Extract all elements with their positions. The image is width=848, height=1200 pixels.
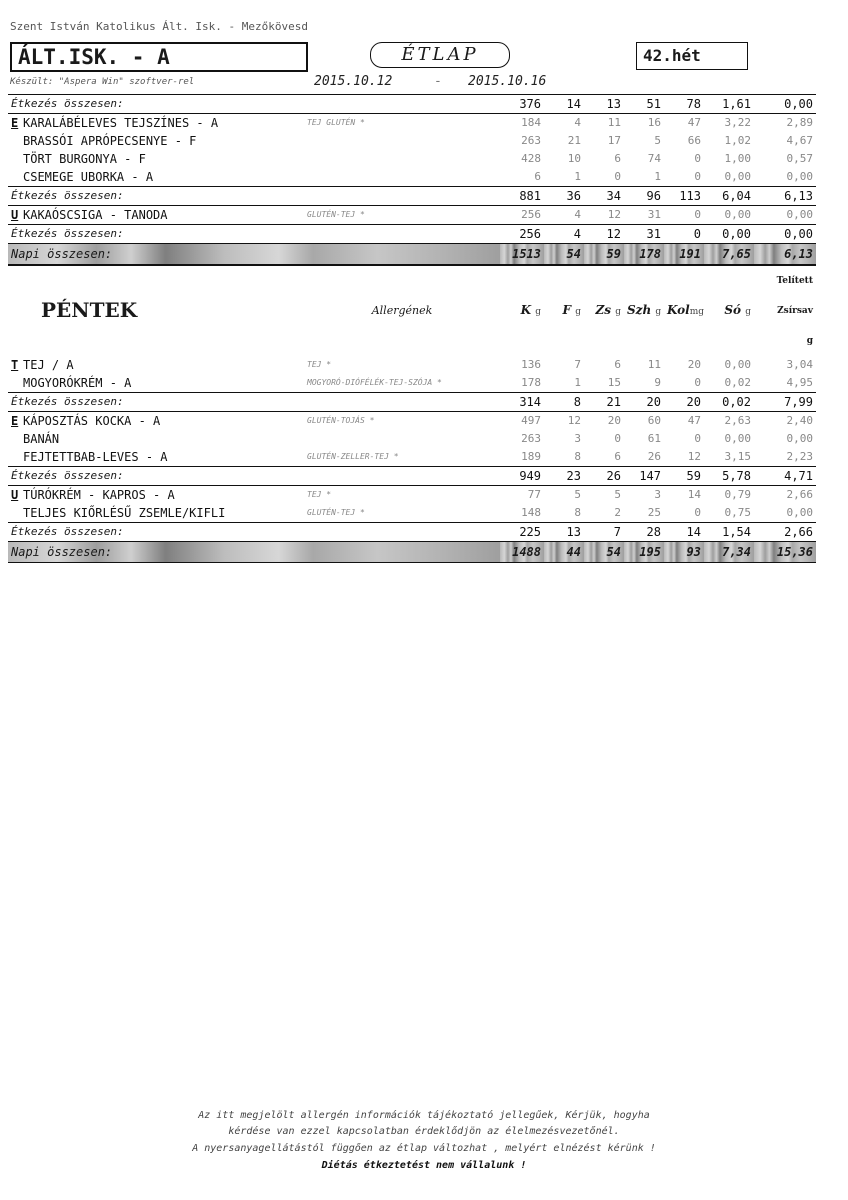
meal-code: U bbox=[11, 208, 19, 222]
value-kol: 113 bbox=[664, 187, 704, 206]
dish-cell bbox=[8, 114, 304, 133]
friday-header bbox=[8, 265, 816, 356]
value-f: 10 bbox=[567, 152, 581, 165]
value-zs: 11 bbox=[607, 116, 621, 129]
value-telitett: 0,00 bbox=[786, 506, 813, 519]
value-so: 0,00 bbox=[724, 358, 751, 371]
meal-total-label: Étkezés összesen: bbox=[8, 467, 500, 486]
value-zs: 6 bbox=[614, 358, 621, 371]
friday-section bbox=[8, 356, 816, 563]
dish-allergens: TEJ GLUTÉN * bbox=[307, 118, 365, 127]
dish-cell bbox=[8, 206, 304, 225]
value-so: 1,00 bbox=[724, 152, 751, 165]
value-szh: 51 bbox=[624, 95, 664, 114]
dish-name: BRASSÓI APRÓPECSENYE - F bbox=[23, 134, 197, 148]
meal-total-row bbox=[8, 467, 816, 486]
day-header-row bbox=[8, 265, 816, 356]
value-szh: 9 bbox=[654, 376, 661, 389]
value-zs: 34 bbox=[584, 187, 624, 206]
value-kol: 47 bbox=[687, 414, 701, 427]
value-k: 6 bbox=[534, 170, 541, 183]
dish-name: TÚRÓKRÉM - KAPROS - A bbox=[23, 488, 175, 502]
menu-item-row bbox=[8, 114, 816, 133]
allergens-header: Allergének bbox=[304, 265, 500, 356]
menu-item-row bbox=[8, 356, 816, 374]
date-to: 2015.10.16 bbox=[468, 74, 547, 89]
value-f: 23 bbox=[544, 467, 584, 486]
value-telitett: 0,57 bbox=[786, 152, 813, 165]
value-so: 5,78 bbox=[704, 467, 754, 486]
menu-item-row bbox=[8, 150, 816, 168]
footer-line-2: kérdése van ezzel kapcsolatban érdeklődjön az élelmezésvezetőnél. bbox=[228, 1126, 620, 1137]
value-kol: 191 bbox=[664, 244, 704, 266]
dish-allergens: GLUTÉN-ZELLER-TEJ * bbox=[307, 452, 399, 461]
col-zs-header: Zs g bbox=[584, 265, 624, 356]
menu-table bbox=[8, 94, 816, 563]
dish-allergens: TEJ * bbox=[307, 360, 332, 369]
value-f: 4 bbox=[574, 208, 581, 221]
value-f: 4 bbox=[544, 225, 584, 244]
value-so: 0,75 bbox=[724, 506, 751, 519]
value-k: 256 bbox=[521, 208, 541, 221]
value-telitett: 2,66 bbox=[754, 523, 816, 542]
value-k: 184 bbox=[521, 116, 541, 129]
value-k: 256 bbox=[500, 225, 544, 244]
value-szh: 28 bbox=[624, 523, 664, 542]
value-f: 1 bbox=[574, 170, 581, 183]
value-szh: 3 bbox=[654, 488, 661, 501]
value-zs: 54 bbox=[584, 542, 624, 563]
dish-allergens bbox=[304, 430, 500, 448]
value-zs: 0 bbox=[614, 432, 621, 445]
date-from: 2015.10.12 bbox=[314, 74, 393, 89]
menu-item-row bbox=[8, 132, 816, 150]
value-zs: 59 bbox=[584, 244, 624, 266]
value-so: 1,61 bbox=[704, 95, 754, 114]
value-telitett: 6,13 bbox=[754, 187, 816, 206]
value-szh: 147 bbox=[624, 467, 664, 486]
value-so: 1,02 bbox=[724, 134, 751, 147]
value-telitett: 4,71 bbox=[754, 467, 816, 486]
daily-total-label: Napi összesen: bbox=[8, 542, 500, 563]
meal-total-row bbox=[8, 187, 816, 206]
col-f-header: F g bbox=[544, 265, 584, 356]
menu-item-row bbox=[8, 168, 816, 187]
dish-allergens: GLUTÉN-TOJÁS * bbox=[307, 416, 375, 425]
meal-total-row bbox=[8, 393, 816, 412]
value-telitett: 4,95 bbox=[786, 376, 813, 389]
value-szh: 31 bbox=[647, 208, 661, 221]
value-so: 0,00 bbox=[724, 208, 751, 221]
value-kol: 0 bbox=[694, 170, 701, 183]
value-kol: 0 bbox=[694, 506, 701, 519]
value-f: 13 bbox=[544, 523, 584, 542]
col-szh-header: Szh g bbox=[624, 265, 664, 356]
date-separator: - bbox=[434, 74, 442, 89]
value-zs: 20 bbox=[607, 414, 621, 427]
dish-name: KARALÁBÉLEVES TEJSZÍNES - A bbox=[23, 116, 219, 130]
menu-item-row bbox=[8, 412, 816, 431]
value-szh: 96 bbox=[624, 187, 664, 206]
value-telitett: 4,67 bbox=[786, 134, 813, 147]
value-kol: 20 bbox=[664, 393, 704, 412]
meal-total-row bbox=[8, 523, 816, 542]
dish-cell bbox=[8, 132, 304, 150]
dish-name: KAKAÓSCSIGA - TANODA bbox=[23, 208, 168, 222]
value-kol: 47 bbox=[687, 116, 701, 129]
value-kol: 14 bbox=[687, 488, 701, 501]
value-k: 376 bbox=[500, 95, 544, 114]
menu-item-row bbox=[8, 374, 816, 393]
value-kol: 59 bbox=[664, 467, 704, 486]
dish-name: KÁPOSZTÁS KOCKA - A bbox=[23, 414, 161, 428]
meal-total-label: Étkezés összesen: bbox=[8, 523, 500, 542]
value-f: 14 bbox=[544, 95, 584, 114]
value-kol: 20 bbox=[687, 358, 701, 371]
dish-cell bbox=[8, 430, 304, 448]
value-f: 3 bbox=[574, 432, 581, 445]
day-name: PÉNTEK bbox=[41, 297, 138, 322]
daily-total-row bbox=[8, 244, 816, 266]
value-k: 189 bbox=[521, 450, 541, 463]
dish-name: BANÁN bbox=[23, 432, 60, 446]
value-k: 148 bbox=[521, 506, 541, 519]
value-zs: 13 bbox=[584, 95, 624, 114]
value-k: 1488 bbox=[500, 542, 544, 563]
meal-total-row bbox=[8, 225, 816, 244]
value-so: 1,54 bbox=[704, 523, 754, 542]
value-kol: 0 bbox=[694, 152, 701, 165]
value-f: 36 bbox=[544, 187, 584, 206]
menu-item-row bbox=[8, 504, 816, 523]
meal-total-label: Étkezés összesen: bbox=[8, 95, 500, 114]
value-kol: 93 bbox=[664, 542, 704, 563]
week-badge: 42.hét bbox=[636, 42, 748, 70]
value-f: 8 bbox=[574, 450, 581, 463]
value-f: 1 bbox=[574, 376, 581, 389]
value-telitett: 0,00 bbox=[786, 432, 813, 445]
dish-allergens: TEJ * bbox=[307, 490, 332, 499]
dish-allergens: GLUTÉN-TEJ * bbox=[307, 508, 365, 517]
dish-allergens bbox=[304, 168, 500, 187]
value-telitett: 7,99 bbox=[754, 393, 816, 412]
menu-item-row bbox=[8, 430, 816, 448]
footer-line-4: Diétás étkeztetést nem vállalunk ! bbox=[321, 1160, 527, 1171]
value-zs: 17 bbox=[607, 134, 621, 147]
value-telitett: 2,66 bbox=[786, 488, 813, 501]
school-name: Szent István Katolikus Ált. Isk. - Mezőkövesd bbox=[10, 20, 309, 33]
value-szh: 178 bbox=[624, 244, 664, 266]
value-so: 3,22 bbox=[724, 116, 751, 129]
value-zs: 0 bbox=[614, 170, 621, 183]
daily-total-row bbox=[8, 542, 816, 563]
menu-item-row bbox=[8, 448, 816, 467]
value-szh: 16 bbox=[647, 116, 661, 129]
value-zs: 26 bbox=[584, 467, 624, 486]
dish-cell bbox=[8, 504, 304, 523]
dish-cell bbox=[8, 356, 304, 374]
col-so-header: Só g bbox=[704, 265, 754, 356]
value-kol: 0 bbox=[694, 376, 701, 389]
dish-cell bbox=[8, 168, 304, 187]
value-szh: 61 bbox=[647, 432, 661, 445]
menu-item-row bbox=[8, 486, 816, 505]
value-f: 5 bbox=[574, 488, 581, 501]
value-so: 3,15 bbox=[724, 450, 751, 463]
dish-name: TEJ / A bbox=[23, 358, 74, 372]
value-f: 54 bbox=[544, 244, 584, 266]
meal-code: U bbox=[11, 488, 19, 502]
dish-name: TELJES KIŐRLÉSŰ ZSEMLE/KIFLI bbox=[23, 506, 226, 520]
value-zs: 12 bbox=[607, 208, 621, 221]
value-k: 263 bbox=[521, 134, 541, 147]
dish-cell bbox=[8, 412, 304, 431]
value-k: 428 bbox=[521, 152, 541, 165]
meal-total-label: Étkezés összesen: bbox=[8, 187, 500, 206]
value-k: 136 bbox=[521, 358, 541, 371]
value-kol: 0 bbox=[694, 208, 701, 221]
value-kol: 66 bbox=[687, 134, 701, 147]
dish-cell bbox=[8, 374, 304, 393]
value-zs: 6 bbox=[614, 152, 621, 165]
footer-line-1: Az itt megjelölt allergén információk tájékoztató jellegűek, Kérjük, hogyha bbox=[198, 1110, 650, 1121]
thursday-section bbox=[8, 95, 816, 266]
dish-name: FEJTETTBAB-LEVES - A bbox=[23, 450, 168, 464]
value-k: 497 bbox=[521, 414, 541, 427]
dish-cell bbox=[8, 486, 304, 505]
dish-allergens: MOGYORÓ-DIÓFÉLÉK-TEJ-SZÓJA * bbox=[307, 378, 442, 387]
value-so: 0,00 bbox=[724, 170, 751, 183]
value-kol: 12 bbox=[687, 450, 701, 463]
value-so: 0,00 bbox=[724, 432, 751, 445]
meal-code: E bbox=[11, 414, 19, 428]
value-szh: 31 bbox=[624, 225, 664, 244]
value-zs: 2 bbox=[614, 506, 621, 519]
value-so: 0,02 bbox=[724, 376, 751, 389]
meal-code: T bbox=[11, 358, 19, 372]
value-telitett: 2,89 bbox=[786, 116, 813, 129]
value-f: 44 bbox=[544, 542, 584, 563]
value-zs: 7 bbox=[584, 523, 624, 542]
dish-allergens bbox=[304, 150, 500, 168]
value-szh: 25 bbox=[647, 506, 661, 519]
value-k: 314 bbox=[500, 393, 544, 412]
value-zs: 15 bbox=[607, 376, 621, 389]
value-telitett: 0,00 bbox=[754, 225, 816, 244]
dish-name: MOGYORÓKRÉM - A bbox=[23, 376, 132, 390]
meal-total-row bbox=[8, 95, 816, 114]
value-telitett: 0,00 bbox=[754, 95, 816, 114]
value-kol: 14 bbox=[664, 523, 704, 542]
value-k: 263 bbox=[521, 432, 541, 445]
value-so: 7,34 bbox=[704, 542, 754, 563]
value-telitett: 2,40 bbox=[786, 414, 813, 427]
meal-total-label: Étkezés összesen: bbox=[8, 393, 500, 412]
value-k: 178 bbox=[521, 376, 541, 389]
value-szh: 60 bbox=[647, 414, 661, 427]
value-zs: 6 bbox=[614, 450, 621, 463]
menu-item-row bbox=[8, 206, 816, 225]
daily-total-label: Napi összesen: bbox=[8, 244, 500, 266]
page-title: ÁLT.ISK. - A bbox=[10, 42, 308, 72]
value-k: 949 bbox=[500, 467, 544, 486]
value-kol: 0 bbox=[694, 432, 701, 445]
meal-total-label: Étkezés összesen: bbox=[8, 225, 500, 244]
value-telitett: 0,00 bbox=[786, 170, 813, 183]
value-k: 1513 bbox=[500, 244, 544, 266]
footer-line-3: A nyersanyagellátástól függően az étlap változhat , melyért elnézést kérünk ! bbox=[192, 1143, 656, 1154]
dish-name: TÖRT BURGONYA - F bbox=[23, 152, 146, 166]
value-f: 12 bbox=[567, 414, 581, 427]
value-kol: 0 bbox=[664, 225, 704, 244]
value-szh: 11 bbox=[647, 358, 661, 371]
value-f: 8 bbox=[544, 393, 584, 412]
value-so: 0,02 bbox=[704, 393, 754, 412]
value-so: 7,65 bbox=[704, 244, 754, 266]
value-zs: 12 bbox=[584, 225, 624, 244]
value-szh: 1 bbox=[654, 170, 661, 183]
value-so: 0,79 bbox=[724, 488, 751, 501]
meal-code: E bbox=[11, 116, 19, 130]
value-telitett: 3,04 bbox=[786, 358, 813, 371]
dish-cell bbox=[8, 448, 304, 467]
dish-cell bbox=[8, 150, 304, 168]
value-zs: 21 bbox=[584, 393, 624, 412]
value-k: 881 bbox=[500, 187, 544, 206]
menu-label: ÉTLAP bbox=[370, 42, 510, 68]
value-telitett: 6,13 bbox=[754, 244, 816, 266]
dish-name: CSEMEGE UBORKA - A bbox=[23, 170, 154, 184]
col-telitett-header: Telített Zsírsav g bbox=[754, 265, 816, 356]
value-telitett: 2,23 bbox=[786, 450, 813, 463]
value-f: 4 bbox=[574, 116, 581, 129]
value-so: 6,04 bbox=[704, 187, 754, 206]
col-kol-header: Kolmg bbox=[664, 265, 704, 356]
value-f: 8 bbox=[574, 506, 581, 519]
value-f: 21 bbox=[567, 134, 581, 147]
value-k: 77 bbox=[527, 488, 541, 501]
col-k-header: K g bbox=[500, 265, 544, 356]
value-szh: 74 bbox=[647, 152, 661, 165]
dish-allergens bbox=[304, 132, 500, 150]
value-szh: 20 bbox=[624, 393, 664, 412]
software-note: Készült: "Aspera Win" szoftver-rel bbox=[10, 77, 195, 87]
value-telitett: 0,00 bbox=[786, 208, 813, 221]
value-szh: 195 bbox=[624, 542, 664, 563]
value-szh: 5 bbox=[654, 134, 661, 147]
value-so: 2,63 bbox=[724, 414, 751, 427]
value-so: 0,00 bbox=[704, 225, 754, 244]
value-szh: 26 bbox=[647, 450, 661, 463]
value-k: 225 bbox=[500, 523, 544, 542]
value-f: 7 bbox=[574, 358, 581, 371]
value-kol: 78 bbox=[664, 95, 704, 114]
dish-allergens: GLUTÉN-TEJ * bbox=[307, 210, 365, 219]
value-telitett: 15,36 bbox=[754, 542, 816, 563]
value-zs: 5 bbox=[614, 488, 621, 501]
